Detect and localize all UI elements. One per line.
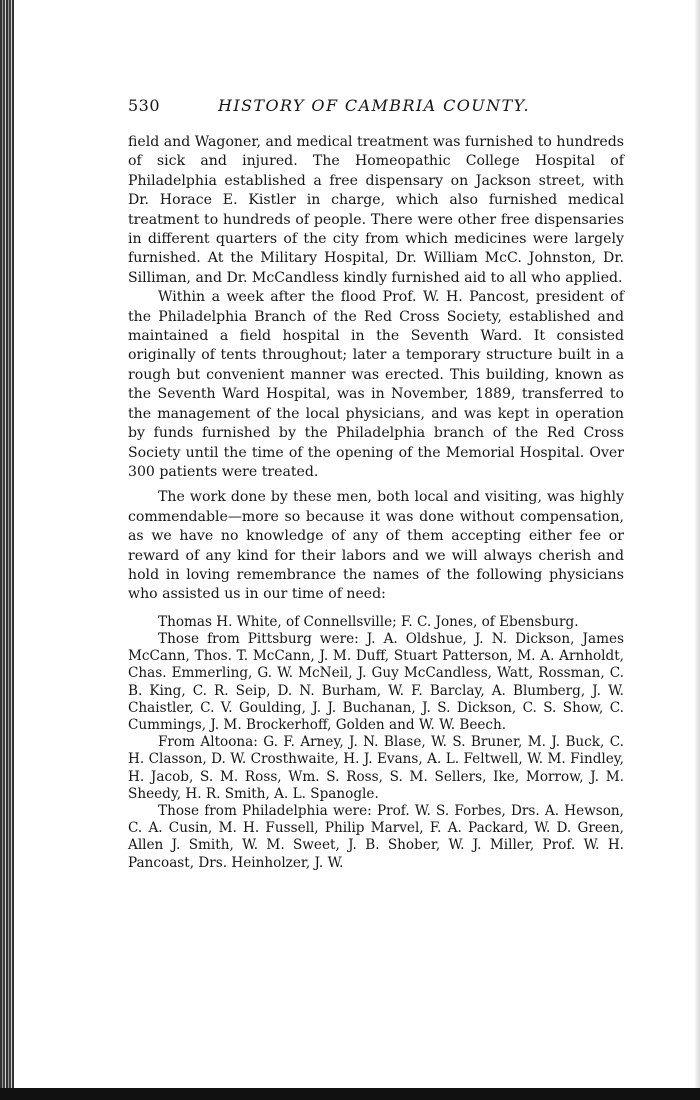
body-text — [128, 133, 624, 605]
paragraph-2: Within a week after the flood Prof. W. H. Pancost, president of the Philadelphia Branch of the Red Cross Society, established and maintained a field hospital in the Seventh Ward. It consisted originally of tents throughout; later a temporary structure built in a rough but convenient manner was erected. This building, known as the Seventh Ward Hospital, was in November, 1889, transferred to the management of the local physicians, and was kept in operation by funds furnished by the Philadelphia branch of the Red Cross Society until the time of the opening of the Memorial Hospital. Over 300 patients were treated. — [128, 289, 624, 480]
book-page — [128, 96, 624, 872]
list-item: Those from Pittsburg were: J. A. Oldshue, J. N. Dickson, James McCann, Thos. T. McCann, J. M. Duff, Stuart Patterson, M. A. Arnholdt, Chas. Emmerling, G. W. McNeil, J. Guy McCandless, Watt, Rossman, C. B. King, C. R. Seip, D. N. Burham, W. F. Barclay, A. Blumberg, J. W. Chaistler, C. V. Goulding, J. J. Buchanan, J. S. Dickson, C. S. Show, C. Cummings, J. M. Brockerhoff, Golden and W. W. Beech. — [128, 630, 624, 733]
physician-list — [128, 614, 624, 872]
scan-right-edge — [694, 0, 700, 1100]
paragraph-3: The work done by these men, both local and visiting, was highly commendable—more so because it was done without compensation, as we have no knowledge of any of them accepting either fee or reward of any kind for their labors and we will always cherish and hold in loving remembrance the names of the following physicians who assisted us in our time of need: — [128, 489, 624, 603]
page-header — [128, 96, 624, 126]
list-item: Those from Philadelphia were: Prof. W. S. Forbes, Drs. A. Hewson, C. A. Cusin, M. H. Fussell, Philip Marvel, F. A. Packard, W. D. Green, Allen J. Smith, W. M. Sweet, J. B. Shober, W. J. Miller, Prof. W. H. Pancoast, Drs. Heinholzer, J. W. — [128, 802, 624, 871]
paragraph-1: field and Wagoner, and medical treatment was furnished to hundreds of sick and injured. The Homeopathic College Hospital of Philadelphia established a free dispensary on Jackson street, with Dr. Horace E. Kistler in charge, which also furnished medical treatment to hundreds of people. There were other free dispensaries in different quarters of the city from which medicines were largely furnished. At the Military Hospital, Dr. William McC. Johnston, Dr. Silliman, and Dr. McCandless kindly furnished aid to all who applied. — [128, 134, 624, 286]
running-head: HISTORY OF CAMBRIA COUNTY. — [218, 96, 530, 115]
scan-bottom-edge — [0, 1088, 700, 1100]
page-number: 530 — [128, 96, 161, 115]
list-item: Thomas H. White, of Connellsville; F. C. Jones, of Ebensburg. — [158, 613, 579, 630]
scan-binding-edge — [0, 0, 14, 1100]
list-item: From Altoona: G. F. Arney, J. N. Blase, W. S. Bruner, M. J. Buck, C. H. Classon, D. W. Crosthwaite, H. J. Evans, A. L. Feltwell, W. M. Findley, H. Jacob, S. M. Ross, Wm. S. Ross, S. M. Sellers, Ike, Morrow, J. M. Sheedy, H. R. Smith, A. L. Spanogle. — [128, 734, 624, 802]
